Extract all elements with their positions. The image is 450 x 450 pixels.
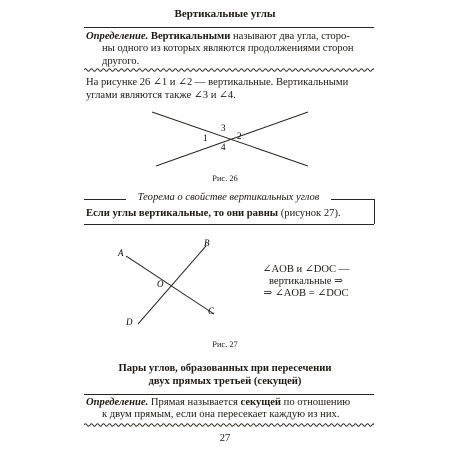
line-ac [126,256,214,314]
figure-26 [140,102,320,172]
line-bd [138,246,206,324]
note-line3: ⇒ ∠AOB = ∠DOC [263,288,349,299]
page-title: Вертикальные углы [174,8,276,20]
wavy-rule [84,67,374,73]
paragraph-vertical-angles [86,77,386,102]
definition-text: называют два угла, сторо- [230,31,350,42]
figure-27-caption: Рис. 27 [212,340,238,349]
section-title [0,362,450,388]
definition2-text-line2: к двум прямым, если она пересекает каждую из них. [102,409,340,421]
theorem-rule-right [331,199,374,200]
top-rule [84,27,374,28]
theorem-statement [86,208,386,219]
angle-label-1: 1 [203,133,208,143]
point-C: C [208,306,215,316]
definition-label: Определение. [86,31,149,42]
theorem-box-right [374,199,375,224]
angle-label-3: 3 [221,123,226,133]
point-O: O [157,279,164,289]
theorem-statement-rest: (рисунок 27). [278,208,341,219]
page-number: 27 [219,433,231,444]
definition-vertical [86,31,386,68]
definition2-label: Определение. [86,397,149,408]
theorem-bottom-rule [84,224,374,225]
wavy-rule-bottom [84,422,374,428]
point-B: B [204,238,210,248]
paragraph-line2: углами являются также ∠3 и ∠4. [86,89,236,101]
note-line2: вертикальные ⇒ [268,276,343,287]
section-title-line2: двух прямых третьей (секущей) [148,376,302,387]
definition-text-line2: ны одного из которых являются продолжениями сторон [102,43,354,55]
point-A: A [118,248,124,258]
definition-term: Вертикальными [150,31,231,42]
definition2-text-pre: Прямая называется [148,397,241,408]
figure-27 [110,236,230,334]
theorem-title: Теорема о свойстве вертикальных углов [137,192,320,203]
point-D: D [126,317,133,327]
section-title-line1: Пары углов, образованных при пересечении [118,363,332,374]
definition-text-line3: другого. [102,55,140,67]
paragraph-line1: На рисунке 26 ∠1 и ∠2 — вертикальные. Вертикальными [86,77,349,88]
figure-27-note [246,264,366,300]
theorem-statement-bold: Если углы вертикальные, то они равны [86,208,279,219]
angle-label-4: 4 [221,142,226,152]
note-line1: ∠AOB и ∠DOC — [262,264,350,275]
angle-label-2: 2 [237,131,242,141]
definition2-text-post: по отношению [281,397,351,408]
theorem-rule-left [84,199,126,200]
definition-secant [86,397,386,422]
definition2-term: секущей [240,397,282,408]
definition2-rule [84,394,374,395]
figure-26-caption: Рис. 26 [212,174,238,183]
